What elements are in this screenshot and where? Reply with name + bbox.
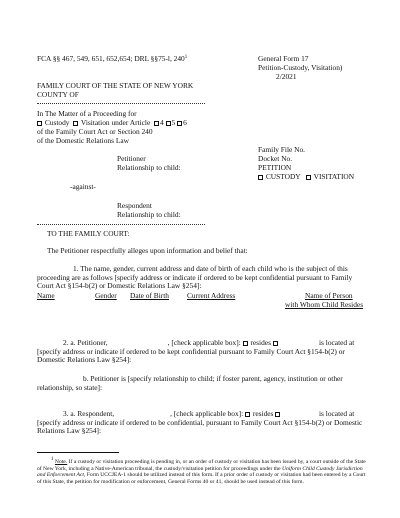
paragraph-1: 1. The name, gender, current address and date of birth of each child who is the subject of this proceeding are as follows [specify address or indicate if ordered to be kept confidential pursuant to Family Court Act §154-b(2) or Domestic Relations Law §254]: [37,264,353,291]
article-6-checkbox[interactable] [177,121,182,126]
paragraph-3a-line: 3. a. Respondent, , [check applicable box]: resides [63,410,281,419]
petition-type-options: CUSTODY VISITATION [258,173,354,182]
statute-references: FCA §§ 467, 549, 651, 652,654; DRL §§75-l, $240^1$ [37,54,188,63]
column-person-line2: with Whom Child Resides [285,300,364,309]
form-date: 2/2021 [276,72,297,81]
footnote-marker: 1 [184,55,188,60]
footnote-separator [37,452,119,453]
footnote: 1 Note. If a custody or visitation proceeding is pending in, or an order of custody or visitation has been issued by, a court outside of the State of New York, including a Native-American tribunal, the custody/visitation petition for proceedings under the Uniform Child Custody Jurisdiction and Enforcement Act, Form UCCJEA-1 should be utilized instead of this form. If a prior order of custody or visitation had been entered by a Court of this State, the petition for modification or enforcement, General Forms 40 or 41, should be used instead of this form. [37,457,366,485]
caption-bottom-rule [37,224,205,225]
caption-proceeding-type: Custody Visitation under Article 4 5 6 [37,119,187,128]
column-current-address: Current Address [187,291,236,300]
docket-number: Docket No. [258,154,293,163]
petition-custody-checkbox[interactable] [258,175,263,180]
paragraph-2b: b. Petitioner is [specify relationship to child; if foster parent, agency, institution or other relationship, so state]: [37,374,343,392]
footnote-note-label: Note. [54,459,68,465]
form-title: Petition-Custody, Visitation) [258,63,343,72]
custody-checkbox[interactable] [37,121,42,126]
caption-act-line: of the Family Court Act or Section 240 [37,127,153,136]
column-name: Name [37,291,55,300]
footnote-number: 1 [51,457,54,462]
form-number: General Form 17 [258,54,309,63]
column-date-of-birth: Date of Birth [130,291,169,300]
against-label: -against- [70,182,96,191]
paragraph-3a-continued: is located at [specify address or indicate if ordered to be confidential, pursuant to Family Court Act §154-b(2) or Domestic Relations Law §254]: [37,409,363,436]
paragraph-2a-continued: is located at [specify address or indicate if ordered to be kept confidential pursuant to Family Court Act §154-b(2) or Domestic Relations Law §254]: [37,338,355,365]
respondent-relationship-label: Relationship to child: [117,210,181,219]
visitation-checkbox[interactable] [73,121,78,126]
caption-law-line: of the Domestic Relations Law [37,136,129,145]
addressee: TO THE FAMILY COURT: [47,229,130,238]
article-4-checkbox[interactable] [154,121,159,126]
court-name: FAMILY COURT OF THE STATE OF NEW YORK [37,81,194,90]
column-gender: Gender [95,291,117,300]
caption-matter: In The Matter of a Proceeding for [37,109,137,118]
court-county: COUNTY OF [37,90,79,99]
paragraph-2a-line: 2. a. Petitioner, , [check applicable box]: resides [63,339,279,348]
family-file-number: Family File No. [258,145,306,154]
petitioner-label: Petitioner [117,154,146,163]
intro-statement: The Petitioner respectfully alleges upon information and belief that: [47,246,248,255]
petitioner-relationship-label: Relationship to child: [117,163,181,172]
petition-visitation-checkbox[interactable] [306,175,311,180]
uccjea-act-name: Uniform Child Custody Jurisdiction and Enforcement Act, [37,465,363,479]
respondent-label: Respondent [117,201,152,210]
petition-title: PETITION [258,163,292,172]
article-5-checkbox[interactable] [166,121,171,126]
column-person-line1: Name of Person [305,291,353,300]
caption-top-rule [37,103,205,104]
